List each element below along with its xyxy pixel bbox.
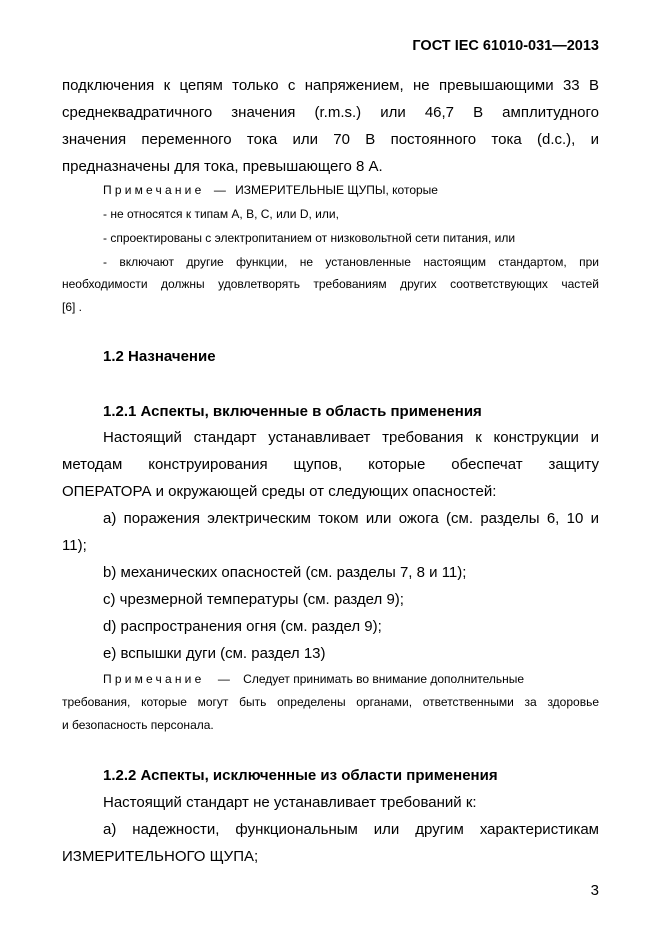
note-line: - не относятся к типам A, B, C, или D, или, xyxy=(103,207,339,221)
note-first-line xyxy=(103,182,599,198)
note-label: Примечание xyxy=(103,183,205,197)
paragraph-line: методам конструирования щупов, которые обеспечат защиту xyxy=(62,456,599,473)
paragraph-line: значения переменного тока или 70 В постоянного тока (d.c.), и xyxy=(62,131,599,148)
section-heading: 1.2.2 Аспекты, исключенные из области применения xyxy=(103,767,498,784)
list-item-continuation: 11); xyxy=(62,537,87,554)
paragraph-line: ОПЕРАТОРА и окружающей среды от следующих опасностей: xyxy=(62,483,497,500)
note-first-line xyxy=(103,671,599,687)
note-line: необходимости должны удовлетворять требованиям других соответствующих частей xyxy=(62,277,599,291)
paragraph-line: среднеквадратичного значения (r.m.s.) или 46,7 В амплитудного xyxy=(62,104,599,121)
list-item: a) надежности, функциональным или другим характеристикам xyxy=(103,821,599,838)
note-dash: — xyxy=(217,672,230,686)
paragraph-line: предназначены для тока, превышающего 8 А. xyxy=(62,158,383,175)
note-dash: — xyxy=(213,183,226,197)
note-line: - спроектированы с электропитанием от низковольтной сети питания, или xyxy=(103,231,516,245)
note-text: Следует принимать во внимание дополнительные xyxy=(243,672,525,686)
note-line: - включают другие функции, не установленные настоящим стандартом, при xyxy=(103,255,599,269)
list-item: d) распространения огня (см. раздел 9); xyxy=(103,618,382,635)
section-heading: 1.2.1 Аспекты, включенные в область применения xyxy=(103,403,482,420)
note-line: и безопасность персонала. xyxy=(62,718,214,732)
note-line: [6] . xyxy=(62,300,83,314)
list-item: а) поражения электрическим током или ожога (см. разделы 6, 10 и xyxy=(103,510,599,527)
note-text: ИЗМЕРИТЕЛЬНЫЕ ЩУПЫ, которые xyxy=(235,183,438,197)
list-item-continuation: ИЗМЕРИТЕЛЬНОГО ЩУПА; xyxy=(62,848,259,865)
document-header-code: ГОСТ IEC 61010-031—2013 xyxy=(412,38,599,54)
list-item: b) механических опасностей (см. разделы 7, 8 и 11); xyxy=(103,564,467,581)
paragraph-line: подключения к цепям только с напряжением, не превышающими 33 В xyxy=(62,77,599,94)
note-label: Примечание xyxy=(103,672,205,686)
section-heading: 1.2 Назначение xyxy=(103,348,216,365)
note-line: требования, которые могут быть определены органами, ответственными за здоровье xyxy=(62,695,599,709)
list-item: c) чрезмерной температуры (см. раздел 9); xyxy=(103,591,404,608)
page-number: 3 xyxy=(590,882,599,899)
paragraph-line: Настоящий стандарт не устанавливает требований к: xyxy=(103,794,477,811)
paragraph-line: Настоящий стандарт устанавливает требования к конструкции и xyxy=(103,429,599,446)
list-item: e) вспышки дуги (см. раздел 13) xyxy=(103,645,326,662)
